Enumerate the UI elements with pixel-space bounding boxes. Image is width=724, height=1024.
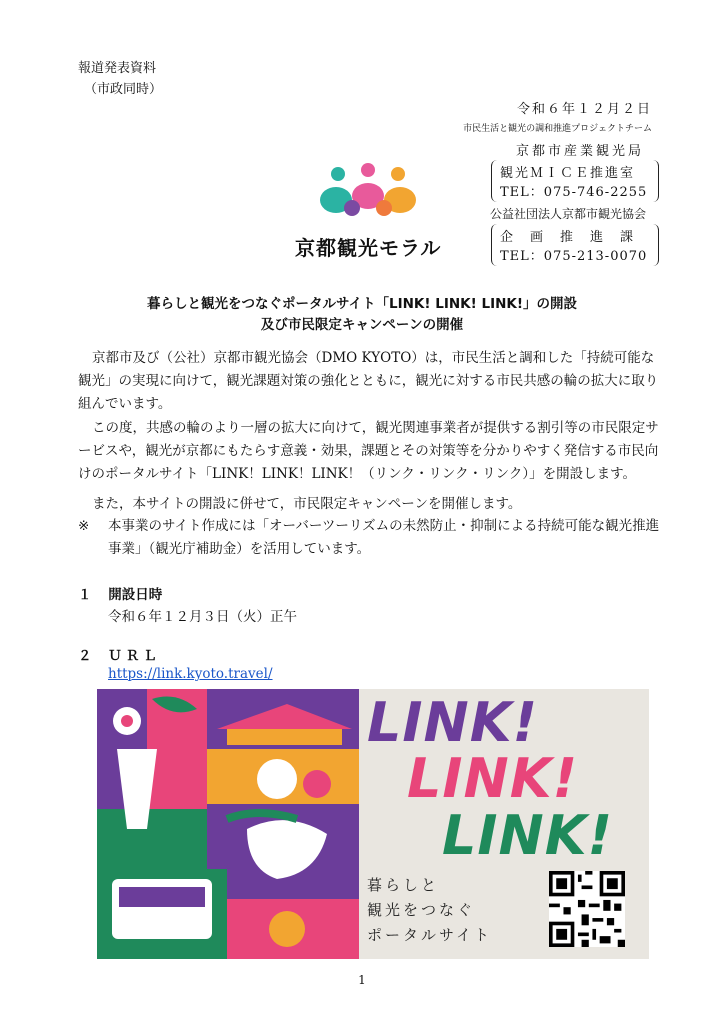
kyoto-illustration: [97, 689, 359, 959]
section-1-heading: [78, 583, 162, 603]
section-2-title: ＵＲＬ: [108, 648, 161, 664]
title-line-2: 及び市民限定キャンペーンの開催: [260, 317, 464, 333]
title-line-1: 暮らしと観光をつなぐポータルサイト「LINK! LINK! LINK!」の開設: [146, 296, 578, 312]
section-2-heading: [78, 644, 161, 664]
section-2-num: ２: [78, 648, 92, 664]
paragraph-3: また，本サイトの開設に併せて，市民限定キャンペーンを開催します。: [92, 496, 522, 512]
team-name: 市民生活と観光の調和推進プロジェクトチーム: [463, 124, 652, 134]
office-2: 企 画 推 進 課: [500, 230, 636, 245]
release-date: 令和６年１２月２日: [516, 102, 652, 117]
banner-sub-2: 観光をつなぐ: [367, 901, 476, 919]
section-1-num: １: [78, 587, 92, 603]
paragraph-2: この度，共感の輪のより一層の拡大に向けて，観光関連事業者が提供する割引等の市民限定サービスや，観光が京都にもたらす意義・効果，課題とその対策等を分かりやすく発信する市民向けのポータルサイト「LINK！LINK！LINK！（リンク・リンク・リンク）」を開設します。: [78, 420, 659, 482]
doc-sub: （市政同時）: [84, 82, 163, 97]
section-1-text: 令和６年１２月３日（火）正午: [108, 609, 297, 625]
org-2: 公益社団法人京都市観光協会: [489, 207, 646, 221]
site-url-link[interactable]: https://link.kyoto.travel/: [108, 666, 273, 682]
note-mark: ※: [78, 518, 90, 534]
doc-type: 報道発表資料: [78, 61, 157, 76]
office-1: 観光ＭＩＣＥ推進室: [500, 166, 636, 181]
tel-1: TEL：075-746-2255: [500, 185, 648, 200]
section-1-title: 開設日時: [108, 587, 163, 603]
contact-box-1: [491, 160, 659, 202]
note: [78, 515, 668, 561]
paragraph-1: 京都市及び（公社）京都市観光協会（DMO KYOTO）は，市民生活と調和した「持続可能な観光」の実現に向けて，観光課題対策の強化とともに，観光に対する市民共感の輪の拡大に取り組んでいます。: [78, 350, 659, 412]
qr-code-icon: [549, 871, 625, 947]
note-text: 本事業のサイト作成には「オーバーツーリズムの未然防止・抑制による持続可能な観光推進事業」（観光庁補助金）を活用しています。: [108, 518, 660, 557]
contact-box-2: [491, 224, 659, 266]
dept-name: 京都市産業観光局: [515, 144, 644, 159]
campaign-banner: [97, 689, 649, 959]
banner-sub-1: 暮らしと: [367, 876, 440, 894]
kyoto-moral-logo: [310, 160, 430, 235]
link-word-3: LINK!: [442, 804, 614, 867]
link-word-2: LINK!: [407, 747, 579, 810]
link-word-1: LINK!: [367, 691, 539, 754]
banner-sub-3: ポータルサイト: [367, 926, 492, 944]
logo-text: 京都観光モラル: [295, 236, 442, 260]
tel-2: TEL：075-213-0070: [500, 249, 648, 264]
page-number: 1: [358, 973, 366, 987]
